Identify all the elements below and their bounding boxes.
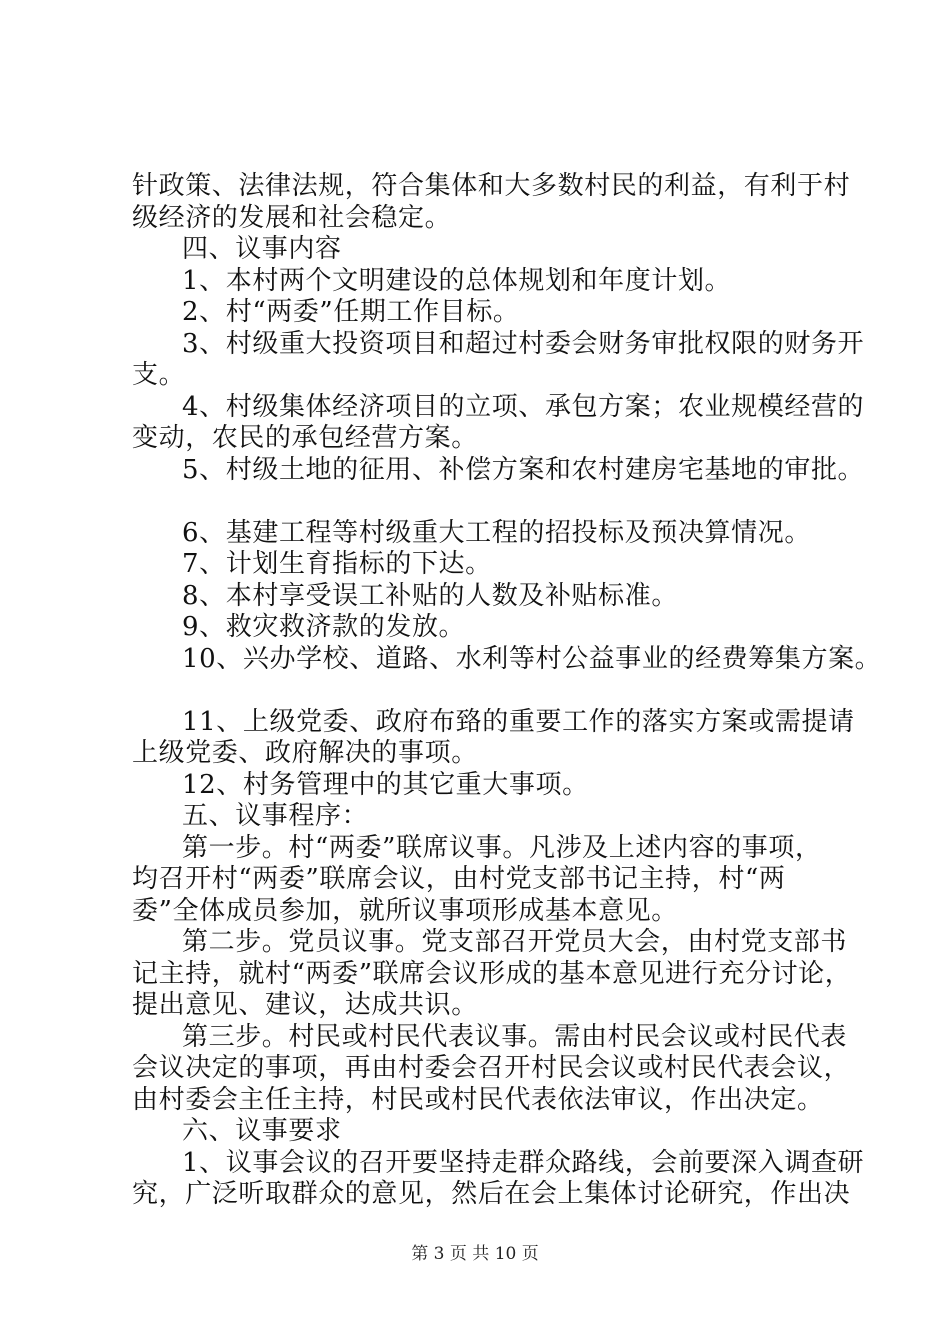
blank-line <box>132 486 852 518</box>
text-line: 会议决定的事项，再由村委会召开村民会议或村民代表会议， <box>132 1053 851 1083</box>
text-line: 6、基建工程等村级重大工程的招投标及预决算情况。 <box>182 517 811 548</box>
text-line: 支。 <box>132 360 186 390</box>
text-line: 究，广泛听取群众的意见，然后在会上集体讨论研究，作出决 <box>132 1179 851 1209</box>
text-line: 第一步。村“两委”联席议事。凡涉及上述内容的事项， <box>182 832 822 863</box>
text-line: 3、村级重大投资项目和超过村委会财务审批权限的财务开 <box>182 328 865 359</box>
text-line: 5、村级土地的征用、补偿方案和农村建房宅基地的审批。 <box>182 454 865 485</box>
text-line: 四、议事内容 <box>182 234 342 264</box>
text-line: 五、议事程序： <box>182 801 369 831</box>
text-line: 级经济的发展和社会稳定。 <box>132 202 452 233</box>
text-line: 由村委会主任主持，村民或村民代表依法审议，作出决定。 <box>132 1084 824 1115</box>
text-line: 委”全体成员参加，就所议事项形成基本意见。 <box>132 895 678 926</box>
text-line: 1、议事会议的召开要坚持走群众路线，会前要深入调查研 <box>182 1147 865 1178</box>
text-line: 9、救灾救济款的发放。 <box>182 612 466 642</box>
text-line: 记主持，就村“两委”联席会议形成的基本意见进行充分讨论， <box>132 958 852 989</box>
text-line: 11、上级党委、政府布臵的重要工作的落实方案或需提请 <box>182 706 855 737</box>
text-line: 上级党委、政府解决的事项。 <box>132 738 478 768</box>
text-line: 7、计划生育指标的下达。 <box>182 549 492 579</box>
text-line: 10、兴办学校、道路、水利等村公益事业的经费筹集方案。 <box>182 643 882 674</box>
blank-line <box>132 675 852 707</box>
page-footer: 第 3 页 共 10 页 <box>411 1244 539 1264</box>
text-line: 2、村“两委”任期工作目标。 <box>182 297 520 327</box>
text-line: 针政策、法律法规，符合集体和大多数村民的利益，有利于村 <box>132 171 851 201</box>
text-line: 提出意见、建议，达成共识。 <box>132 990 478 1020</box>
text-line: 第三步。村民或村民代表议事。需由村民会议或村民代表 <box>182 1021 848 1052</box>
text-line: 变动，农民的承包经营方案。 <box>132 423 478 453</box>
text-line: 1、本村两个文明建设的总体规划和年度计划。 <box>182 265 732 296</box>
text-line: 第二步。党员议事。党支部召开党员大会，由村党支部书 <box>182 927 848 957</box>
text-line: 8、本村享受误工补贴的人数及补贴标准。 <box>182 580 678 611</box>
text-line: 12、村务管理中的其它重大事项。 <box>182 769 589 800</box>
text-line: 六、议事要求 <box>182 1116 342 1146</box>
document-body <box>132 171 882 1211</box>
text-line: 均召开村“两委”联席会议，由村党支部书记主持，村“两 <box>132 864 786 894</box>
text-line: 4、村级集体经济项目的立项、承包方案；农业规模经营的 <box>182 391 865 422</box>
